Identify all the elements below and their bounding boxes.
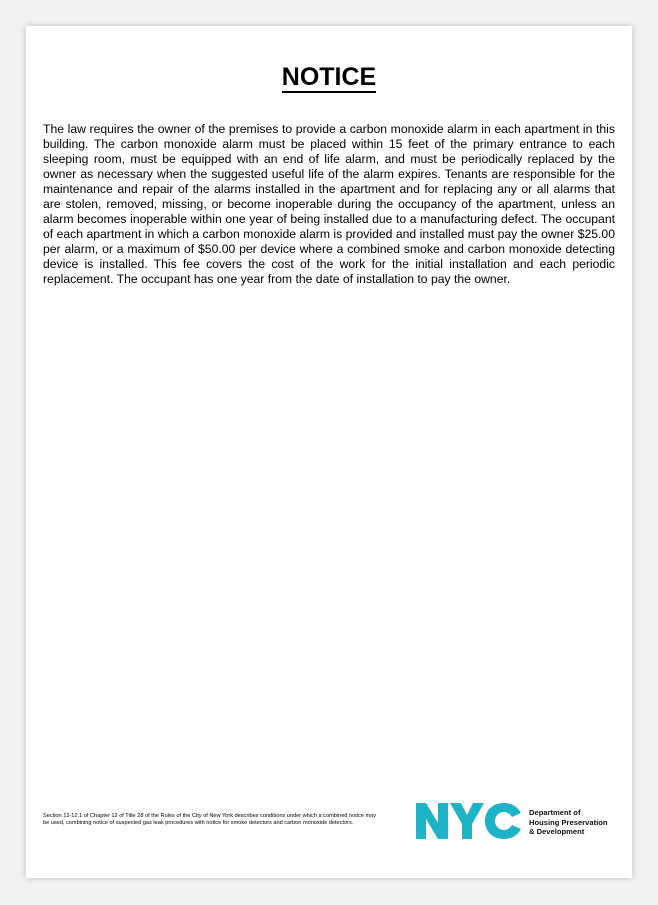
footnote: Section 12-12.1 of Chapter 12 of Title 28 of the Rules of the City of New York describes conditions under which a combined notice may be used, combining notice of suspected gas leak procedures with notice for smoke detectors and carbon monoxide detectors. [43, 813, 377, 826]
document-page [26, 26, 632, 878]
agency-name [529, 808, 608, 837]
agency-line: Housing Preservation [529, 817, 608, 827]
agency-line: Department of [529, 808, 581, 817]
notice-body: The law requires the owner of the premises to provide a carbon monoxide alarm in each apartment in this building. The carbon monoxide alarm must be placed within 15 feet of the primary entrance to each sleeping room, must be equipped with an end of life alarm, and must be periodically replaced by the owner as necessary when the suggested useful life of the alarm expires. Tenants are responsible for the maintenance and repair of the alarms installed in the apartment and for replacing any or all alarms that are stolen, removed, missing, or become inoperable during the occupancy of the apartment, unless an alarm becomes inoperable within one year of being installed due to a manufacturing defect. The occupant of each apartment in which a carbon monoxide alarm is provided and installed must pay the owner $25.00 per alarm, or a maximum of $50.00 per device where a combined smoke and carbon monoxide detecting device is installed. This fee covers the cost of the work for the initial installation and each periodic replacement. The occupant has one year from the date of installation to pay the owner. [43, 122, 615, 286]
agency-line: & Development [529, 827, 585, 836]
notice-title: NOTICE [281, 63, 377, 91]
nyc-logo-icon [416, 802, 522, 840]
agency-logo-block [416, 802, 626, 842]
